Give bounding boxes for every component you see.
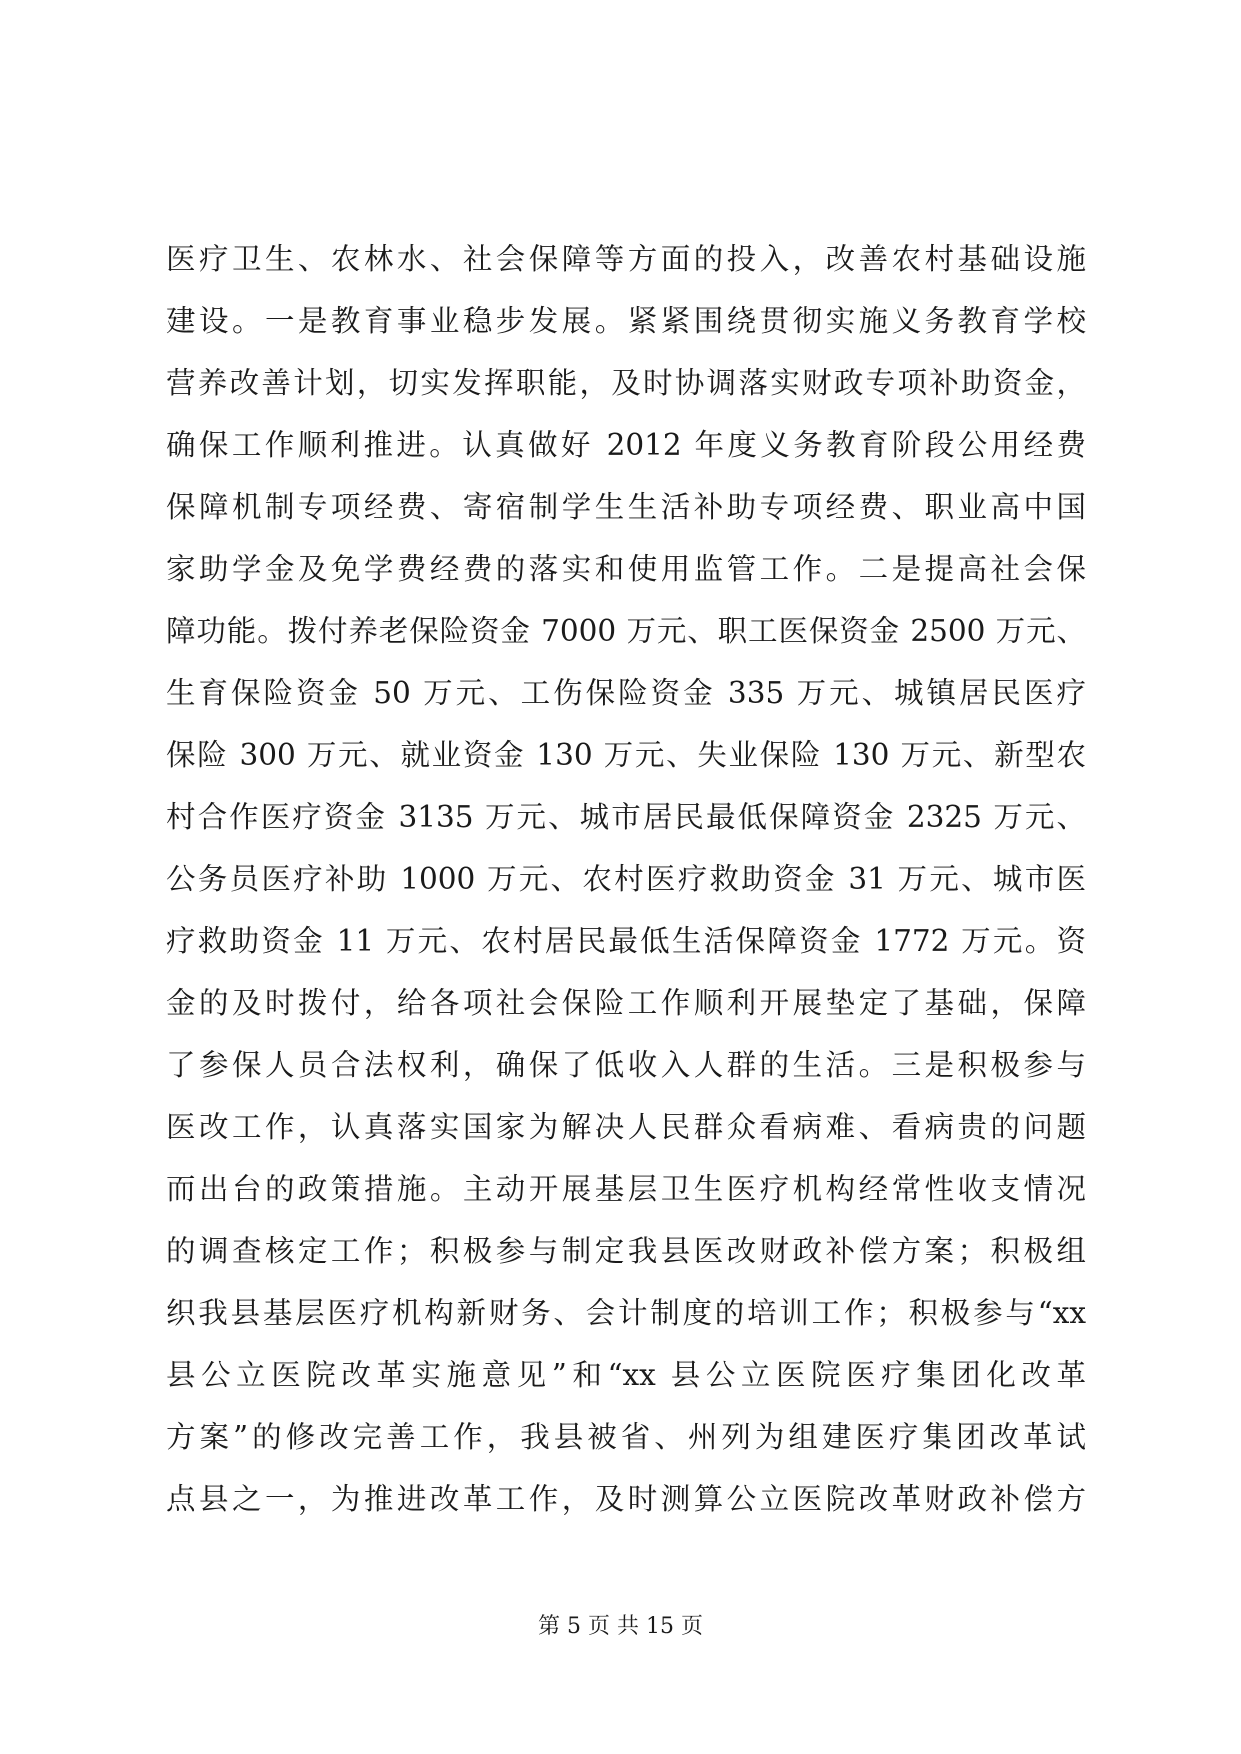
text-line: 而出台的政策措施。主动开展基层卫生医疗机构经常性收支情况 xyxy=(166,1172,1086,1206)
text-line: 保险 300 万元、就业资金 130 万元、失业保险 130 万元、新型农 xyxy=(166,738,1086,772)
text-line: 织我县基层医疗机构新财务、会计制度的培训工作；积极参与“xx xyxy=(166,1296,1086,1330)
text-line: 障功能。拨付养老保险资金 7000 万元、职工医保资金 2500 万元、 xyxy=(166,614,1086,648)
page-number: 第 5 页 共 15 页 xyxy=(538,1614,703,1639)
text-line: 生育保险资金 50 万元、工伤保险资金 335 万元、城镇居民医疗 xyxy=(166,676,1086,710)
text-line: 医改工作，认真落实国家为解决人民群众看病难、看病贵的问题 xyxy=(166,1110,1086,1144)
text-line: 疗救助资金 11 万元、农村居民最低生活保障资金 1772 万元。资 xyxy=(166,924,1086,958)
text-line: 建设。一是教育事业稳步发展。紧紧围绕贯彻实施义务教育学校 xyxy=(166,304,1086,338)
text-line: 县公立医院改革实施意见”和“xx 县公立医院医疗集团化改革 xyxy=(166,1358,1086,1392)
text-line: 公务员医疗补助 1000 万元、农村医疗救助资金 31 万元、城市医 xyxy=(166,862,1086,896)
page-footer xyxy=(0,1612,1241,1642)
text-line: 村合作医疗资金 3135 万元、城市居民最低保障资金 2325 万元、 xyxy=(166,800,1086,834)
body-paragraph xyxy=(166,228,1086,1530)
text-line: 家助学金及免学费经费的落实和使用监管工作。二是提高社会保 xyxy=(166,552,1086,586)
text-line: 方案”的修改完善工作，我县被省、州列为组建医疗集团改革试 xyxy=(166,1420,1086,1454)
text-line: 的调查核定工作；积极参与制定我县医改财政补偿方案；积极组 xyxy=(166,1234,1086,1268)
text-line: 医疗卫生、农林水、社会保障等方面的投入，改善农村基础设施 xyxy=(166,242,1086,276)
text-line: 点县之一，为推进改革工作，及时测算公立医院改革财政补偿方 xyxy=(166,1482,1086,1516)
text-line: 确保工作顺利推进。认真做好 2012 年度义务教育阶段公用经费 xyxy=(166,428,1086,462)
text-line: 保障机制专项经费、寄宿制学生生活补助专项经费、职业高中国 xyxy=(166,490,1086,524)
text-line: 了参保人员合法权利，确保了低收入人群的生活。三是积极参与 xyxy=(166,1048,1086,1082)
text-line: 金的及时拨付，给各项社会保险工作顺利开展垫定了基础，保障 xyxy=(166,986,1086,1020)
text-line: 营养改善计划，切实发挥职能，及时协调落实财政专项补助资金， xyxy=(166,366,1086,400)
